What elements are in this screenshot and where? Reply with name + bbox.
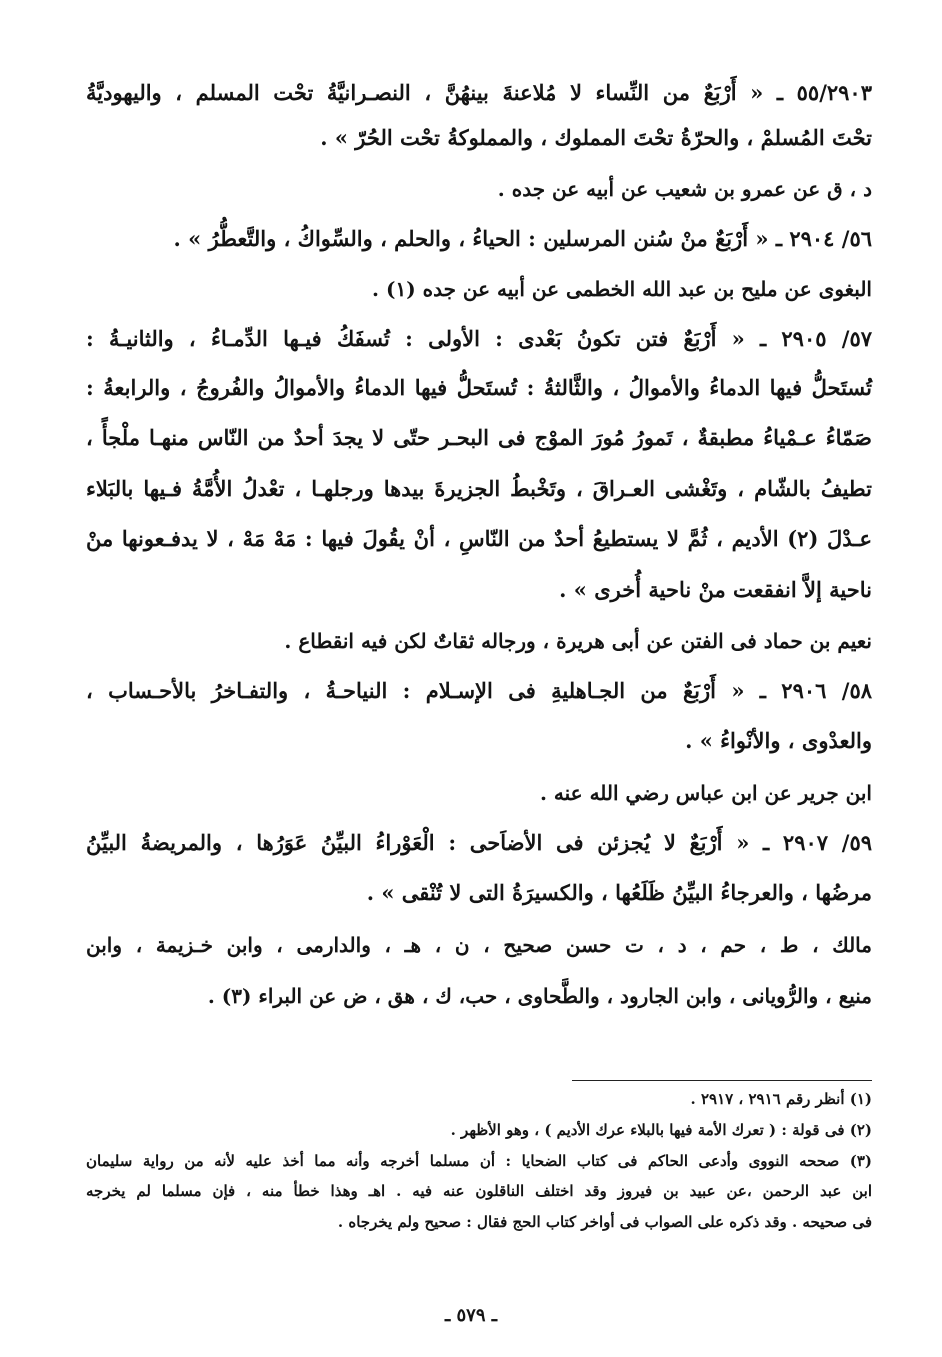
source-line-2906: ابن جرير عن ابن عباس رضي الله عنه . xyxy=(540,781,872,805)
source-line-2905: نعيم بن حماد فى الفتن عن أبى هريرة ، ورجاله ثقاتٌ لكن فيه انقطاع . xyxy=(284,629,872,653)
hadith-2905-line-2: تُستَحلُّ فيها الدماءُ والأموالُ ، والثَّالثةُ : تُستَحلُّ فيها الدماءُ والأموالُ والفُروجُ ، والرابعةُ : xyxy=(86,375,872,400)
source-line-2907-2: منيع ، والرُّويانى ، وابن الجارود ، والطَّحاوى ، حب، ك ، هق ، ض عن البراء (٣) . xyxy=(207,984,872,1008)
footnote-1: (١) أنظر رقم ٢٩١٦ ، ٢٩١٧ . xyxy=(690,1090,872,1108)
hadith-2905-line-4: تطيفُ بالشّام ، وتَغْشى العـراقَ ، وتَخْبطُ الجزيرةَ بيدها ورجلهـا ، تعْدلُ الأُمَّةُ فـيها بالبَلاء xyxy=(86,476,872,501)
source-line-2903: د ، ق عن عمرو بن شعيب عن أبيه عن جده . xyxy=(497,177,872,201)
footnote-3-line-2: ابن عبد الرحمن ،عن عبيد بن فيروز وقد اختلف الناقلون عنه فيه . اهـ وهذا خطأ منه ، فإن مسلما لم يخرجه xyxy=(86,1182,872,1200)
hadith-2907-line-1: ٥٩/ ٢٩٠٧ ـ « أَرْبَعٌ لا يُجزئن فى الأضاَحى : الْعَوْراءُ البيِّنُ عَوَرُها ، والمريضةُ البيِّنُ xyxy=(86,830,872,855)
footnote-3-line-1: (٣) صححه النووى وأدعى الحاكم فى كتاب الضحايا : أن مسلما أخرجه وأنه مما أخذ عليه لأنه من رواية سليمان xyxy=(86,1152,872,1170)
hadith-2905-line-3: صَمّاءُ عـمْياءُ مطبقةٌ ، تَمورُ مُورَ الموْج فى البحـر حتّى لا يجدَ أحدٌ من النّاس منهـا ملْجأً ، xyxy=(86,425,872,450)
hadith-2904-line-1: ٥٦/ ٢٩٠٤ ـ « أَرْبَعٌ منْ سُنن المرسلين : الحياءُ ، والحلم ، والسِّواكُ ، والتَّعطُّرُ » . xyxy=(173,226,872,251)
source-line-2907-1: مالك ، ط ، حم ، د ، ت حسن صحيح ، ن ، هـ ، والدارمى ، وابن خـزيمة ، وابن xyxy=(86,933,872,957)
hadith-2905-line-1: ٥٧/ ٢٩٠٥ ـ « أَرْبَعٌ فتن تكونُ بَعْدى : الأولى : تُسفَكُ فيـها الدِّمـاءُ ، والثانيـةُ : xyxy=(86,326,872,351)
hadith-2906-line-1: ٥٨/ ٢٩٠٦ ـ « أَرْبَعٌ من الجـاهليةِ فى الإسـلام : النياحـةُ ، والتفـاخرُ بالأحـساب ، xyxy=(86,678,872,703)
hadith-2903-line-1: ٥٥/٢٩٠٣ ـ « أَرْبَعٌ من النِّساء لا مُلاعنةَ بينهُنَّ ، النصـرانيَّةُ تحْت المسلم ، واليهوديَّةُ xyxy=(86,80,872,105)
hadith-2905-line-6: ناحية إلاَّ انفقعت منْ ناحية أُخرى » . xyxy=(559,577,872,602)
hadith-2906-line-2: والعدْوى ، والأنْواءُ » . xyxy=(685,728,872,753)
page-number: ـ ٥٧٩ ـ xyxy=(444,1305,498,1326)
hadith-2905-line-5: عـدْلَ (٢) الأديم ، ثُمَّ لا يستطيعُ أحدٌ من النّاسِ ، أنْ يقُولَ فيها : مَهْ مَهْ ، لا يدفـعونها منْ xyxy=(86,526,872,551)
footnote-3-line-3: فى صحيحه . وقد ذكره على الصواب فى أواخر كتاب الحج فقال : صحيح ولم يخرجاه . xyxy=(337,1213,872,1231)
source-line-2904: البغوى عن مليح بن عبد الله الخطمى عن أبيه عن جده (١) . xyxy=(372,277,872,301)
footnote-separator xyxy=(572,1080,872,1081)
hadith-2903-line-2: تحْتَ المُسلمْ ، والحرّةُ تحْتَ المملوك ، والمملوكةُ تحْت الحُرّ » . xyxy=(320,125,872,150)
hadith-2907-line-2: مرضُها ، والعرجاءُ البيِّنُ ظَلَعُها ، والكسيرَةُ التى لا تُنْقى » . xyxy=(366,880,872,905)
footnote-2: (٢) فى قولة : ( تعرك الأمة فيها بالبلاء عرك الأديم ) ، وهو الأظهر . xyxy=(450,1121,872,1139)
